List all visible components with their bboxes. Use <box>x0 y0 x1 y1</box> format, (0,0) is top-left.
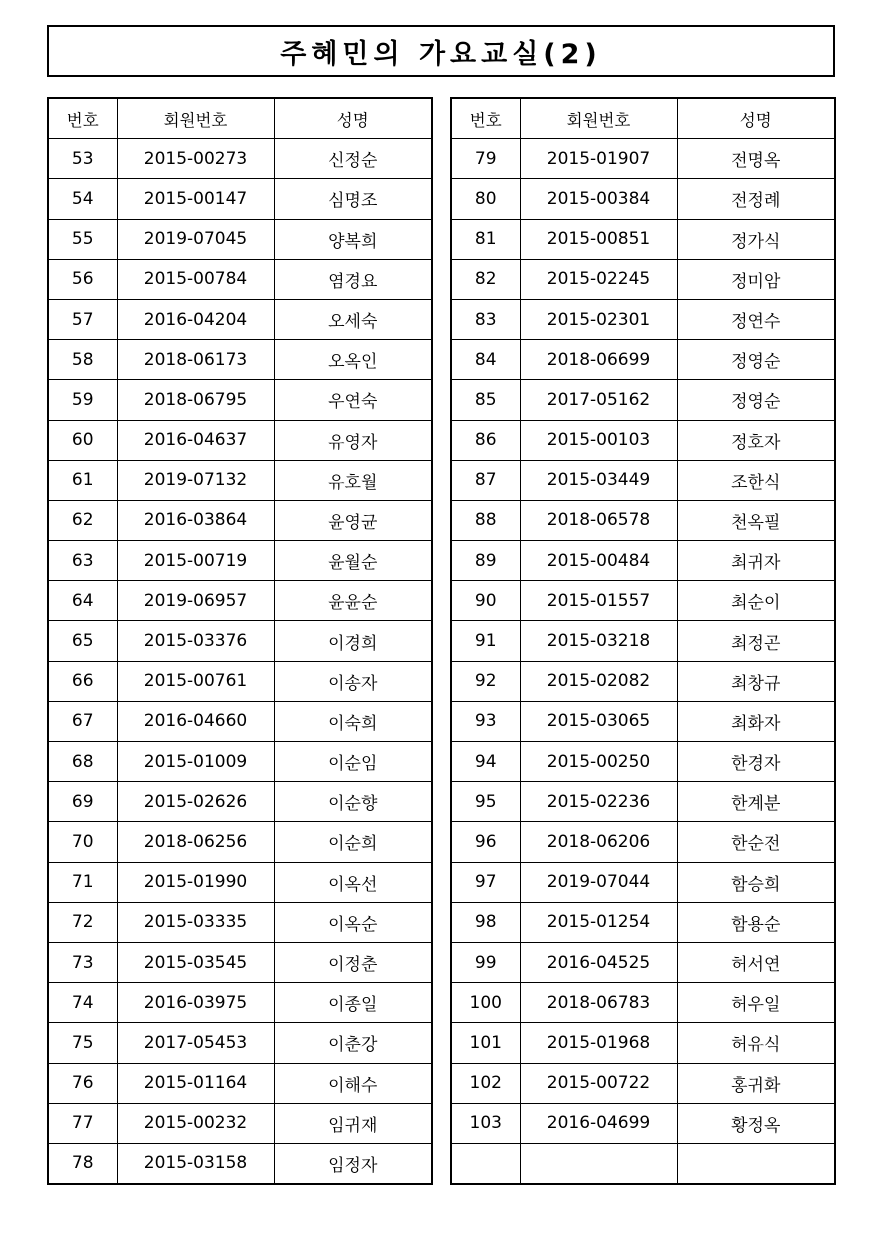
cell-member-id: 2015-03376 <box>117 621 274 661</box>
cell-name: 이정춘 <box>274 942 432 982</box>
cell-name: 한계분 <box>677 782 835 822</box>
cell-member-id: 2015-01907 <box>520 139 677 179</box>
cell-no: 102 <box>451 1063 520 1103</box>
cell-no: 59 <box>48 380 117 420</box>
table-row <box>451 1063 835 1103</box>
cell-member-id: 2018-06795 <box>117 380 274 420</box>
cell-member-id: 2015-00273 <box>117 139 274 179</box>
cell-member-id: 2015-02082 <box>520 661 677 701</box>
table-row <box>48 1143 432 1184</box>
cell-name: 염경요 <box>274 259 432 299</box>
cell-member-id: 2015-00384 <box>520 179 677 219</box>
cell-name: 이옥순 <box>274 902 432 942</box>
cell-member-id: 2015-00722 <box>520 1063 677 1103</box>
cell-no: 79 <box>451 139 520 179</box>
table-row <box>451 621 835 661</box>
table-row <box>451 1103 835 1143</box>
table-row <box>451 219 835 259</box>
cell-name <box>677 1143 835 1184</box>
cell-name: 이순임 <box>274 742 432 782</box>
table-row <box>48 942 432 982</box>
cell-name: 이해수 <box>274 1063 432 1103</box>
cell-name: 한경자 <box>677 742 835 782</box>
cell-no: 54 <box>48 179 117 219</box>
table-row <box>451 983 835 1023</box>
cell-member-id: 2015-00232 <box>117 1103 274 1143</box>
cell-no: 87 <box>451 460 520 500</box>
cell-member-id: 2018-06699 <box>520 340 677 380</box>
cell-member-id: 2015-00147 <box>117 179 274 219</box>
cell-name: 이송자 <box>274 661 432 701</box>
cell-name: 정연수 <box>677 299 835 339</box>
table-row <box>451 179 835 219</box>
table-row <box>451 340 835 380</box>
table-row <box>48 420 432 460</box>
cell-name: 유호월 <box>274 460 432 500</box>
table-row <box>48 1023 432 1063</box>
cell-name: 이숙희 <box>274 701 432 741</box>
cell-member-id: 2016-04660 <box>117 701 274 741</box>
table-row <box>451 420 835 460</box>
cell-no: 56 <box>48 259 117 299</box>
cell-no <box>451 1143 520 1184</box>
table-row <box>48 500 432 540</box>
table-row <box>48 299 432 339</box>
cell-name: 정영순 <box>677 380 835 420</box>
cell-name: 우연숙 <box>274 380 432 420</box>
cell-member-id: 2015-01009 <box>117 742 274 782</box>
cell-member-id: 2015-00761 <box>117 661 274 701</box>
cell-member-id: 2016-04699 <box>520 1103 677 1143</box>
table-row <box>48 460 432 500</box>
cell-member-id: 2015-03158 <box>117 1143 274 1184</box>
table-row <box>451 782 835 822</box>
cell-name: 천옥필 <box>677 500 835 540</box>
cell-member-id: 2015-01968 <box>520 1023 677 1063</box>
table-row <box>48 661 432 701</box>
header-row <box>451 98 835 139</box>
cell-name: 임귀재 <box>274 1103 432 1143</box>
table-row <box>48 219 432 259</box>
cell-member-id: 2015-03065 <box>520 701 677 741</box>
cell-name: 윤윤순 <box>274 581 432 621</box>
cell-no: 65 <box>48 621 117 661</box>
header-no: 번호 <box>48 98 117 139</box>
cell-member-id: 2016-04204 <box>117 299 274 339</box>
cell-name: 오세숙 <box>274 299 432 339</box>
cell-member-id: 2015-03545 <box>117 942 274 982</box>
cell-no: 85 <box>451 380 520 420</box>
header-row <box>48 98 432 139</box>
cell-name: 정영순 <box>677 340 835 380</box>
cell-name: 최귀자 <box>677 541 835 581</box>
cell-name: 유영자 <box>274 420 432 460</box>
cell-no: 63 <box>48 541 117 581</box>
cell-no: 62 <box>48 500 117 540</box>
cell-no: 73 <box>48 942 117 982</box>
cell-name: 정가식 <box>677 219 835 259</box>
cell-member-id: 2015-00851 <box>520 219 677 259</box>
cell-no: 57 <box>48 299 117 339</box>
table-row <box>451 259 835 299</box>
cell-member-id: 2015-03218 <box>520 621 677 661</box>
cell-no: 81 <box>451 219 520 259</box>
cell-member-id: 2015-01557 <box>520 581 677 621</box>
cell-member-id: 2015-03335 <box>117 902 274 942</box>
cell-name: 정미암 <box>677 259 835 299</box>
table-row <box>451 902 835 942</box>
table-row <box>48 983 432 1023</box>
cell-no: 67 <box>48 701 117 741</box>
table-row <box>451 1023 835 1063</box>
cell-name: 이춘강 <box>274 1023 432 1063</box>
cell-member-id: 2019-07044 <box>520 862 677 902</box>
cell-name: 이종일 <box>274 983 432 1023</box>
cell-no: 83 <box>451 299 520 339</box>
cell-no: 101 <box>451 1023 520 1063</box>
cell-no: 64 <box>48 581 117 621</box>
cell-member-id: 2019-07132 <box>117 460 274 500</box>
table-row <box>451 942 835 982</box>
cell-name: 조한식 <box>677 460 835 500</box>
cell-name: 이순향 <box>274 782 432 822</box>
cell-member-id: 2018-06206 <box>520 822 677 862</box>
table-row <box>451 541 835 581</box>
cell-member-id: 2017-05453 <box>117 1023 274 1063</box>
cell-name: 한순전 <box>677 822 835 862</box>
cell-no: 80 <box>451 179 520 219</box>
table-row <box>48 902 432 942</box>
cell-no: 103 <box>451 1103 520 1143</box>
table-row <box>48 822 432 862</box>
cell-member-id: 2015-00484 <box>520 541 677 581</box>
cell-no: 82 <box>451 259 520 299</box>
member-table-right <box>450 97 836 1185</box>
cell-member-id: 2015-00250 <box>520 742 677 782</box>
cell-name: 최화자 <box>677 701 835 741</box>
cell-no: 100 <box>451 983 520 1023</box>
table-row <box>451 581 835 621</box>
cell-member-id: 2018-06578 <box>520 500 677 540</box>
cell-no: 94 <box>451 742 520 782</box>
cell-member-id: 2016-04525 <box>520 942 677 982</box>
cell-name: 홍귀화 <box>677 1063 835 1103</box>
cell-name: 임정자 <box>274 1143 432 1184</box>
table-row <box>451 460 835 500</box>
header-no: 번호 <box>451 98 520 139</box>
cell-member-id: 2019-06957 <box>117 581 274 621</box>
table-row <box>48 621 432 661</box>
cell-member-id: 2015-02245 <box>520 259 677 299</box>
cell-no: 88 <box>451 500 520 540</box>
cell-no: 92 <box>451 661 520 701</box>
cell-member-id: 2016-03975 <box>117 983 274 1023</box>
header-name: 성명 <box>677 98 835 139</box>
cell-name: 정호자 <box>677 420 835 460</box>
cell-no: 53 <box>48 139 117 179</box>
table-row <box>48 1103 432 1143</box>
cell-name: 전정례 <box>677 179 835 219</box>
cell-member-id: 2018-06256 <box>117 822 274 862</box>
header-member-id: 회원번호 <box>520 98 677 139</box>
table-row <box>48 1063 432 1103</box>
cell-member-id: 2015-01164 <box>117 1063 274 1103</box>
cell-member-id: 2015-02626 <box>117 782 274 822</box>
cell-member-id: 2017-05162 <box>520 380 677 420</box>
table-row <box>48 139 432 179</box>
cell-member-id: 2018-06173 <box>117 340 274 380</box>
document-title: 주혜민의 가요교실(2) <box>47 25 835 77</box>
cell-no: 60 <box>48 420 117 460</box>
table-row <box>48 380 432 420</box>
cell-name: 허우일 <box>677 983 835 1023</box>
cell-name: 허서연 <box>677 942 835 982</box>
cell-member-id: 2015-02301 <box>520 299 677 339</box>
cell-no: 66 <box>48 661 117 701</box>
table-row <box>48 179 432 219</box>
cell-name: 전명옥 <box>677 139 835 179</box>
cell-no: 75 <box>48 1023 117 1063</box>
cell-name: 최창규 <box>677 661 835 701</box>
cell-no: 78 <box>48 1143 117 1184</box>
table-row <box>451 862 835 902</box>
cell-no: 76 <box>48 1063 117 1103</box>
table-row <box>451 1143 835 1184</box>
cell-no: 55 <box>48 219 117 259</box>
cell-name: 이옥선 <box>274 862 432 902</box>
cell-member-id <box>520 1143 677 1184</box>
table-row <box>451 661 835 701</box>
cell-no: 91 <box>451 621 520 661</box>
table-row <box>451 500 835 540</box>
cell-member-id: 2015-00784 <box>117 259 274 299</box>
cell-name: 윤영균 <box>274 500 432 540</box>
cell-name: 심명조 <box>274 179 432 219</box>
cell-no: 97 <box>451 862 520 902</box>
cell-member-id: 2015-01990 <box>117 862 274 902</box>
cell-name: 양복희 <box>274 219 432 259</box>
cell-no: 71 <box>48 862 117 902</box>
cell-no: 93 <box>451 701 520 741</box>
cell-no: 98 <box>451 902 520 942</box>
cell-no: 72 <box>48 902 117 942</box>
table-row <box>48 541 432 581</box>
table-row <box>48 340 432 380</box>
cell-no: 84 <box>451 340 520 380</box>
cell-no: 68 <box>48 742 117 782</box>
cell-no: 86 <box>451 420 520 460</box>
cell-member-id: 2015-00719 <box>117 541 274 581</box>
table-row <box>48 742 432 782</box>
cell-name: 최순이 <box>677 581 835 621</box>
table-row <box>48 701 432 741</box>
cell-name: 황정옥 <box>677 1103 835 1143</box>
cell-name: 이경희 <box>274 621 432 661</box>
table-row <box>48 862 432 902</box>
table-row <box>451 701 835 741</box>
cell-no: 61 <box>48 460 117 500</box>
header-member-id: 회원번호 <box>117 98 274 139</box>
table-row <box>451 299 835 339</box>
cell-no: 99 <box>451 942 520 982</box>
cell-name: 이순희 <box>274 822 432 862</box>
member-table-left <box>47 97 433 1185</box>
cell-name: 신정순 <box>274 139 432 179</box>
cell-no: 89 <box>451 541 520 581</box>
table-row <box>48 782 432 822</box>
table-row <box>451 380 835 420</box>
cell-no: 70 <box>48 822 117 862</box>
cell-member-id: 2016-04637 <box>117 420 274 460</box>
cell-no: 95 <box>451 782 520 822</box>
cell-name: 허유식 <box>677 1023 835 1063</box>
cell-member-id: 2015-03449 <box>520 460 677 500</box>
table-row <box>451 139 835 179</box>
table-row <box>451 822 835 862</box>
cell-no: 74 <box>48 983 117 1023</box>
cell-member-id: 2016-03864 <box>117 500 274 540</box>
table-row <box>48 581 432 621</box>
cell-name: 함승희 <box>677 862 835 902</box>
cell-member-id: 2019-07045 <box>117 219 274 259</box>
cell-no: 96 <box>451 822 520 862</box>
cell-no: 58 <box>48 340 117 380</box>
cell-member-id: 2015-01254 <box>520 902 677 942</box>
cell-name: 윤월순 <box>274 541 432 581</box>
header-name: 성명 <box>274 98 432 139</box>
cell-member-id: 2018-06783 <box>520 983 677 1023</box>
cell-no: 69 <box>48 782 117 822</box>
cell-name: 최정곤 <box>677 621 835 661</box>
table-row <box>451 742 835 782</box>
table-row <box>48 259 432 299</box>
cell-member-id: 2015-00103 <box>520 420 677 460</box>
cell-name: 오옥인 <box>274 340 432 380</box>
cell-member-id: 2015-02236 <box>520 782 677 822</box>
cell-no: 77 <box>48 1103 117 1143</box>
cell-no: 90 <box>451 581 520 621</box>
cell-name: 함용순 <box>677 902 835 942</box>
